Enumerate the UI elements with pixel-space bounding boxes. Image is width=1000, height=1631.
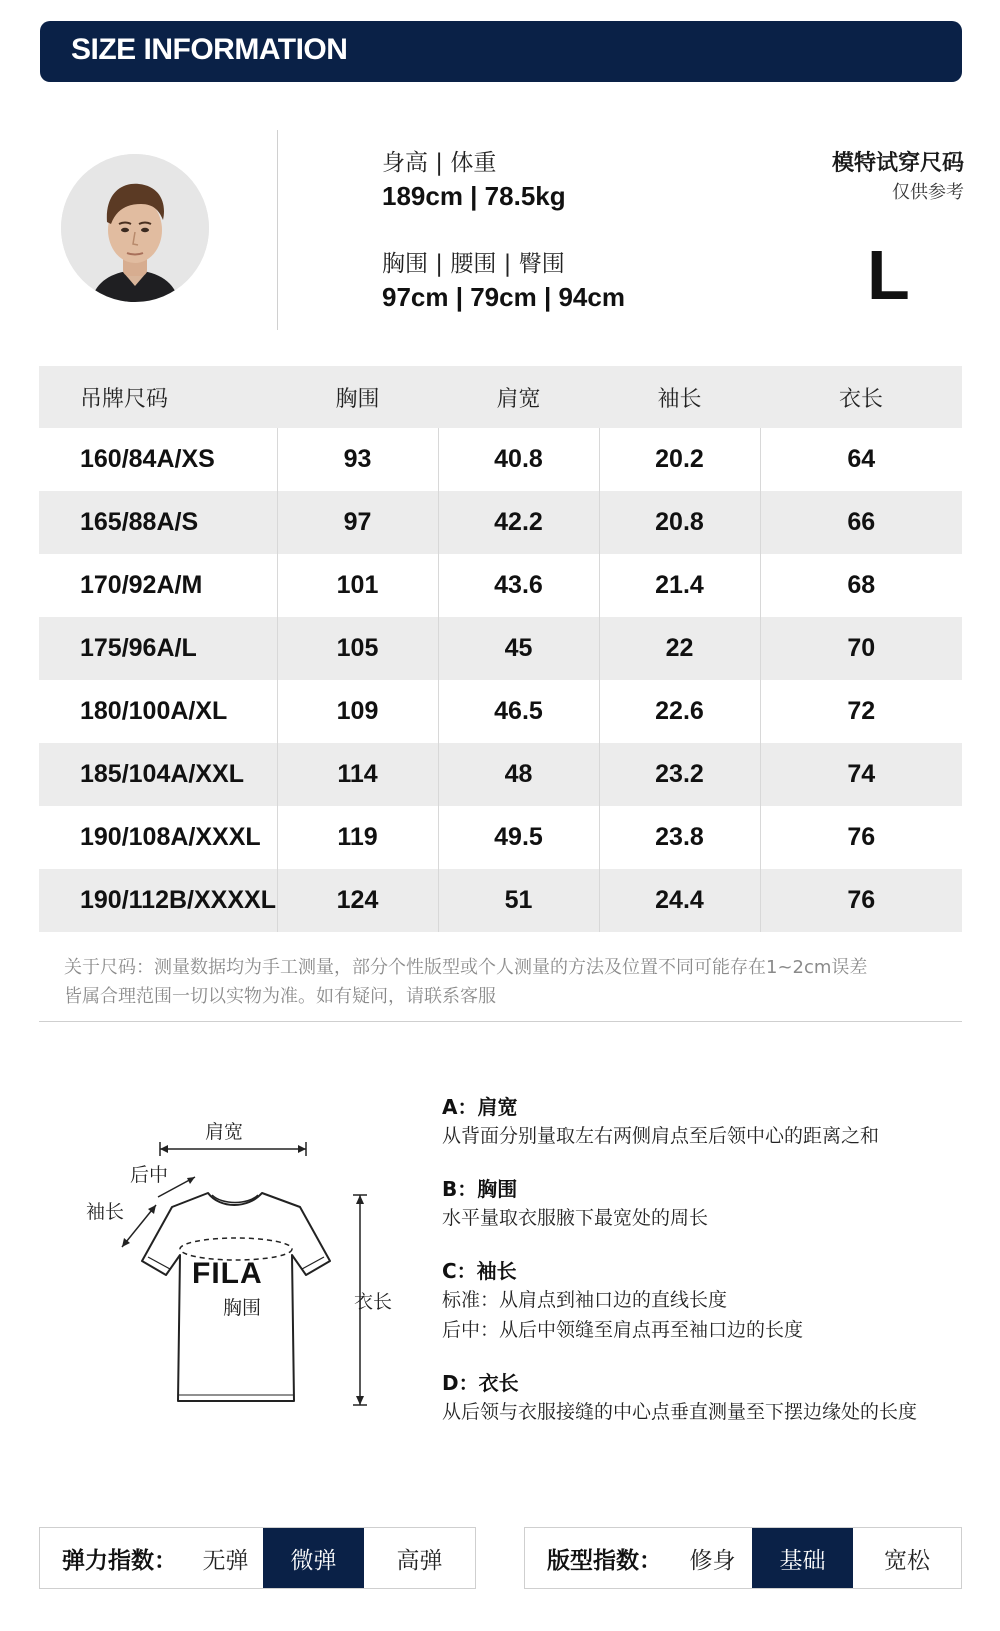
- table-cell: 68: [760, 554, 962, 617]
- table-cell: 170/92A/M: [80, 571, 203, 599]
- table-cell: 114: [277, 743, 438, 806]
- table-cell: 20.8: [599, 491, 760, 554]
- header-shoulder: 肩宽: [438, 366, 599, 428]
- table-cell: 119: [277, 806, 438, 869]
- diagram-sleeve-label: 袖长: [86, 1201, 125, 1223]
- vertical-divider: [277, 130, 278, 330]
- table-cell: 49.5: [438, 806, 599, 869]
- measurements-label: 胸围 | 腰围 | 臀围: [382, 251, 565, 277]
- table-cell: 185/104A/XXL: [39, 743, 277, 806]
- table-cell: 180/100A/XL: [80, 697, 228, 725]
- table-cell: 51: [438, 869, 599, 932]
- elasticity-index: [39, 1527, 476, 1589]
- header-chest: 胸围: [277, 366, 438, 428]
- diagram-length-label: 衣长: [354, 1291, 393, 1313]
- size-table: [39, 366, 962, 932]
- diagram-back-center-label: 后中: [130, 1164, 169, 1186]
- table-cell: 124: [277, 869, 438, 932]
- fila-logo: FILA: [192, 1257, 263, 1290]
- measurement-diagram: [80, 1105, 420, 1425]
- table-cell: 190/108A/XXXL: [80, 823, 261, 851]
- measurements-value: 97cm | 79cm | 94cm: [382, 282, 625, 312]
- elasticity-label: 弹力指数：: [62, 1547, 177, 1574]
- elasticity-option-none[interactable]: 无弹: [202, 1547, 249, 1574]
- elasticity-option-high[interactable]: 高弹: [396, 1547, 443, 1574]
- table-cell: 43.6: [438, 554, 599, 617]
- definition-title: A：肩宽: [442, 1095, 518, 1119]
- table-cell: 48: [438, 743, 599, 806]
- try-on-title: 模特试穿尺码: [831, 151, 964, 176]
- height-weight-label: 身高 | 体重: [382, 150, 497, 176]
- table-cell: 66: [760, 491, 962, 554]
- table-cell: 76: [760, 806, 962, 869]
- definition-text: 标准：从肩点到袖口边的直线长度: [442, 1289, 728, 1311]
- fit-option-loose[interactable]: 宽松: [884, 1547, 930, 1574]
- table-cell: 101: [277, 554, 438, 617]
- definition-title: C：袖长: [442, 1259, 517, 1283]
- definition-text: 从后领与衣服接缝的中心点垂直测量至下摆边缘处的长度: [442, 1401, 918, 1423]
- definition-title: B：胸围: [442, 1177, 518, 1201]
- table-cell: 23.8: [599, 806, 760, 869]
- definition-text: 水平量取衣服腋下最宽处的周长: [442, 1207, 709, 1229]
- table-cell: 74: [760, 743, 962, 806]
- model-measurements: [382, 245, 625, 313]
- definition-shoulder: [442, 1093, 962, 1151]
- table-cell: 109: [277, 680, 438, 743]
- table-row: [39, 554, 962, 617]
- table-cell: 165/88A/S: [39, 491, 277, 554]
- page-title: SIZE INFORMATION: [71, 33, 348, 66]
- note-line-2: 皆属合理范围一切以实物为准。如有疑问，请联系客服: [64, 986, 496, 1007]
- section-divider: [39, 1021, 962, 1022]
- model-portrait-image: [61, 154, 209, 302]
- header-tag-size: 吊牌尺码: [39, 366, 277, 428]
- header-length: 衣长: [760, 366, 962, 428]
- table-cell: 20.2: [599, 428, 760, 491]
- fit-option-regular[interactable]: 基础: [752, 1528, 853, 1588]
- table-cell: 24.4: [599, 869, 760, 932]
- table-row: [39, 869, 962, 932]
- measurement-definitions: [442, 1093, 962, 1451]
- definition-sleeve: [442, 1257, 962, 1345]
- table-cell: 22.6: [599, 680, 760, 743]
- model-avatar: [61, 154, 209, 302]
- table-cell: 21.4: [599, 554, 760, 617]
- table-cell: 72: [760, 680, 962, 743]
- note-line-1: 关于尺码：测量数据均为手工测量，部分个性版型或个人测量的方法及位置不同可能存在1~2cm误差: [64, 957, 868, 978]
- size-note: [64, 953, 964, 1011]
- table-row: [39, 680, 962, 743]
- try-on-subtitle: 仅供参考: [892, 182, 964, 203]
- table-cell: 42.2: [438, 491, 599, 554]
- table-header-row: [39, 366, 962, 428]
- table-cell: 190/112B/XXXXL: [39, 869, 277, 932]
- definition-chest: [442, 1175, 962, 1233]
- header-sleeve: 袖长: [599, 366, 760, 428]
- table-row: [39, 806, 962, 869]
- table-cell: 97: [277, 491, 438, 554]
- table-cell: 22: [599, 617, 760, 680]
- table-row: [39, 491, 962, 554]
- fit-index: [524, 1527, 962, 1589]
- table-cell: 93: [277, 428, 438, 491]
- table-cell: 23.2: [599, 743, 760, 806]
- table-cell: 45: [438, 617, 599, 680]
- definition-length: [442, 1369, 962, 1427]
- table-cell: 46.5: [438, 680, 599, 743]
- table-cell: 175/96A/L: [39, 617, 277, 680]
- table-row: [39, 743, 962, 806]
- diagram-shoulder-label: 肩宽: [205, 1121, 244, 1143]
- table-cell: 70: [760, 617, 962, 680]
- definition-text: 从背面分别量取左右两侧肩点至后领中心的距离之和: [442, 1125, 880, 1147]
- height-weight-value: 189cm | 78.5kg: [382, 181, 566, 211]
- fit-option-slim[interactable]: 修身: [689, 1547, 736, 1574]
- table-cell: 105: [277, 617, 438, 680]
- diagram-chest-label: 胸围: [223, 1297, 262, 1319]
- table-cell: 76: [760, 869, 962, 932]
- table-row: [39, 617, 962, 680]
- header-bar: [40, 21, 962, 82]
- fit-label: 版型指数：: [547, 1547, 662, 1574]
- definition-text: 后中：从后中领缝至肩点再至袖口边的长度: [442, 1319, 804, 1341]
- table-row: [39, 428, 962, 491]
- try-on-size: L: [867, 236, 910, 314]
- table-cell: 40.8: [438, 428, 599, 491]
- table-cell: 160/84A/XS: [80, 445, 215, 473]
- definition-title: D：衣长: [442, 1371, 519, 1395]
- model-height-weight: [382, 144, 566, 212]
- elasticity-option-slight[interactable]: 微弹: [263, 1528, 364, 1588]
- table-cell: 64: [760, 428, 962, 491]
